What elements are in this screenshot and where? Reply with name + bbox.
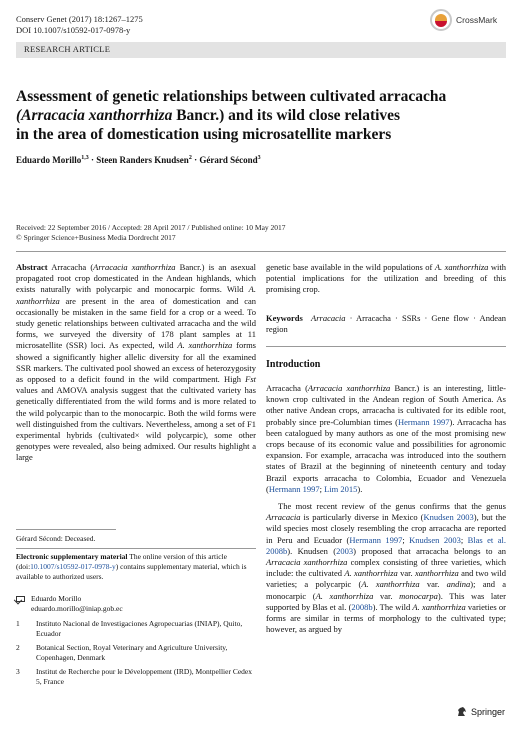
crossmark-label: CrossMark	[456, 15, 498, 25]
title-species: (Arracacia xanthorrhiza	[16, 107, 173, 124]
esm-label: Electronic supplementary material	[16, 552, 128, 561]
citation-link[interactable]: Blas et al. 2008b	[266, 534, 506, 556]
introduction-heading: Introduction	[266, 359, 321, 370]
doi-line[interactable]: DOI 10.1007/s10592-017-0978-y	[16, 25, 131, 35]
copyright-line: © Springer Science+Business Media Dordrecht 2017	[16, 233, 176, 242]
received-accepted-line: Received: 22 September 2016 / Accepted: 28 April 2017 / Published online: 10 May 2017	[16, 223, 286, 232]
article-title	[16, 87, 506, 144]
crossmark-icon	[430, 9, 452, 31]
keywords-divider	[266, 346, 506, 347]
author-1[interactable]: Eduardo Morillo	[16, 155, 82, 165]
introduction-body	[266, 383, 506, 635]
deceased-note: Gérard Sécond: Deceased.	[16, 534, 96, 543]
envelope-icon	[16, 596, 25, 602]
affiliation-item: 3 Institut de Recherche pour le Développement (IRD), Montpellier Cedex 5, France	[16, 667, 252, 686]
section-label: RESEARCH ARTICLE	[24, 44, 111, 54]
journal-line: Conserv Genet (2017) 18:1267–1275	[16, 14, 143, 24]
corresponding-author	[16, 594, 123, 614]
title-line-2: (Arracacia xanthorrhiza Bancr.) and its wild close relatives	[16, 107, 401, 124]
esm-note: Electronic supplementary material The online version of this article (doi:10.1007/s10592-017-0978-y) contains supplementary material, which is available to authorized users.	[16, 552, 247, 581]
abstract-continuation: genetic base available in the wild populations of A. xanthorrhiza with potential implications for the utilization and breeding of this promising crop.	[266, 262, 506, 295]
publisher-name: Springer	[471, 707, 506, 717]
contact-email[interactable]: eduardo.morillo@iniap.gob.ec	[31, 604, 123, 613]
header-divider	[16, 251, 506, 252]
abstract-label: Abstract	[16, 262, 48, 272]
citation-link[interactable]: Lim 2015	[324, 483, 358, 494]
publication-dates	[16, 223, 286, 243]
contact-name: Eduardo Morillo	[31, 594, 82, 603]
affiliations	[16, 619, 256, 691]
author-list: Eduardo Morillo$^{1,3}$ · Steen Randers Knudsen$^2$ · Gérard Sécond$^3$	[16, 155, 261, 165]
keywords: Keywords Arracacia · Arracacha · SSRs · Gene flow · Andean region	[266, 313, 506, 335]
esm-divider	[16, 548, 256, 549]
title-line-3: in the area of domestication using microsatellite markers	[16, 126, 392, 143]
affiliation-item: 1 Instituto Nacional de Investigaciones Agropecuarias (INIAP), Quito, Ecuador	[16, 619, 243, 638]
publisher-logo	[456, 706, 505, 718]
citation-link[interactable]: 2008b	[351, 601, 373, 612]
journal-citation	[16, 14, 143, 36]
citation-link[interactable]: Hermann 1997	[268, 483, 320, 494]
keywords-label: Keywords	[266, 313, 303, 323]
title-line-1: Assessment of genetic relationships between cultivated arracacha	[16, 88, 447, 105]
section-band	[16, 42, 506, 58]
author-2[interactable]: Steen Randers Knudsen	[96, 155, 189, 165]
esm-doi-link[interactable]: 10.1007/s10592-017-0978-y	[30, 562, 116, 571]
abstract-block: Abstract Arracacha (Arracacia xanthorrhiza Bancr.) is an asexual propagated root crop domesticated in the Andean highlands, which exists naturally with polycarpic and monocarpic forms. Wild A. xanthorrhiza are present in the area of domestication and can occasionally be mistaken in the same field for a crop or a weed. To study genetic relationships between cultivated arracacha and the wild forms, we surveyed the diversity of 178 plant samples at 11 microsatellite (SSR) loci. As expected, wild A. xanthorrhiza forms showed a significantly higher allelic diversity for all the examined SSR markers. The cultivated pool showed an excess of heterozygosity as opposed to a deficit found in the wild compartment. High Fst values and AMOVA analysis suggest that the cultivated variety has genetically differentiated from the wild forms and is more related to the wild polycarpic than to the monocarpic. Both the wild forms were well distinguished from the cultivars. Nevertheless, among a set of F1 experimental hybrids (cultivated× wild polycarpic), some other genotypes were revealed, also being admixed. Our results highlight a large	[16, 262, 256, 463]
springer-horse-icon	[456, 706, 468, 718]
citation-link[interactable]: Hermann 1997	[397, 416, 450, 427]
citation-link[interactable]: Hermann 1997	[349, 534, 403, 545]
intro-paragraph-1: Arracacha (Arracacia xanthorrhiza Bancr.) is an interesting, little-known crop cultivated in the Andean region of South America. As other native Andean crops, arracacha is cultivated for its edible root, probably since pre-Columbian times (Hermann 1997). Arracacha has been catalogued by many authors as one of the most promising new crops because of its economic value and possibilities for agronomic expansion. For example, arracacha was introduced into the southern states of Brazil at the beginning of nineteenth century and today Brazil exports arracacha to Colombia, Ecuador and Venezuela (Hermann 1997; Lim 2015).	[266, 383, 507, 494]
citation-link[interactable]: Knudsen 2003	[423, 512, 474, 523]
citation-link[interactable]: 2003	[336, 545, 354, 556]
citation-link[interactable]: Knudsen 2003	[409, 534, 461, 545]
author-3[interactable]: Gérard Sécond	[199, 155, 258, 165]
crossmark-badge[interactable]	[430, 6, 510, 34]
footnote-divider	[16, 529, 116, 530]
intro-paragraph-2: The most recent review of the genus confirms that the genus Arracacia is particularly diverse in Mexico (Knudsen 2003), but the wild species most closely resembling the crop arracacha are reported in Peru and Ecuador (Hermann 1997; Knudsen 2003; Blas et al. 2008b). Knudsen (2003) proposed that arracacha belongs to an Arracacia xanthorrhiza complex consisting of three varieties, which include: the cultivated A. xanthorrhiza var. xanthorrhiza and two wild varieties; a polycarpic (A. xanthorrhiza var. andina); and a monocarpic (A. xanthorrhiza var. monocarpa). This was later supported by Blas et al. (2008b). The wild A. xanthorrhiza varieties or forms are similar in terms of morphology to the cultivated type; however, as argued by	[266, 501, 507, 635]
affiliation-item: 2 Botanical Section, Royal Veterinary and Agriculture University, Copenhagen, Denmark	[16, 643, 228, 662]
